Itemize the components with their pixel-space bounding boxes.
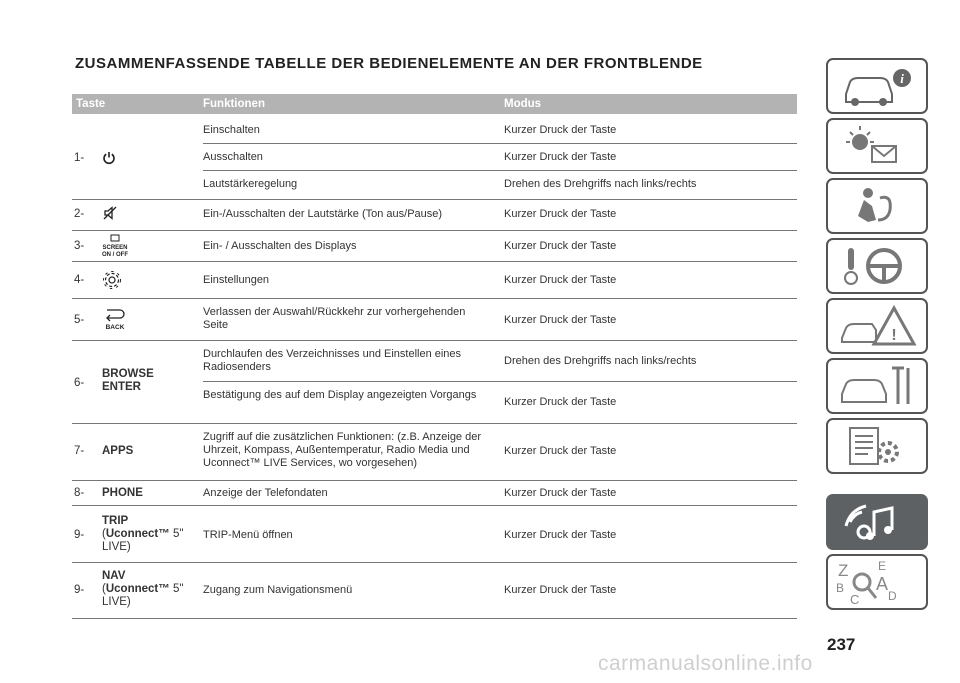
key-suffix: 5" LIVE) xyxy=(102,528,184,553)
row-number: 4- xyxy=(74,274,85,286)
mode-text: Kurzer Druck der Taste xyxy=(504,274,617,286)
function-text: Ein-/Ausschalten der Lautstärke (Ton aus/Pause) xyxy=(203,208,443,220)
mode-text: Kurzer Druck der Taste xyxy=(504,240,617,252)
page-title: ZUSAMMENFASSENDE TABELLE DER BEDIENELEMENTE AN DER FRONTBLENDE xyxy=(75,55,703,72)
function-text: Einschalten xyxy=(203,124,260,136)
multimedia-music-icon xyxy=(828,496,926,548)
table-row xyxy=(72,262,797,298)
paren-open: ( xyxy=(102,583,106,595)
mode-text: Kurzer Druck der Taste xyxy=(504,584,617,596)
table-row xyxy=(72,341,797,423)
function-text: Zugriff auf die zusätzlichen Funktionen: (z.B. Anzeige der Uhrzeit, Kompass, Außentemperatur, Radio Media und Uconnect™ LIVE Services, wo vorgesehen) xyxy=(203,431,482,469)
row-number: 9- xyxy=(74,529,85,541)
side-tab-maintenance[interactable] xyxy=(826,358,928,414)
svg-text:SCREEN: SCREEN xyxy=(102,245,128,251)
function-text: Durchlaufen des Verzeichnisses und Einstellen eines Radiosenders xyxy=(203,348,462,373)
mode-text: Kurzer Druck der Taste xyxy=(504,124,617,136)
side-tab-safety[interactable] xyxy=(826,178,928,234)
side-tab-index[interactable] xyxy=(826,554,928,610)
function-text: Anzeige der Telefondaten xyxy=(203,487,328,499)
apps-label: APPS xyxy=(102,445,134,457)
header-taste: Taste xyxy=(76,98,106,110)
row-number: 2- xyxy=(74,208,85,220)
power-icon xyxy=(102,151,116,168)
table-row xyxy=(72,231,797,261)
browse-enter-label: BROWSE ENTER xyxy=(102,368,154,393)
index-letter: B xyxy=(836,581,845,595)
row-number: 7- xyxy=(74,445,85,457)
header-funktionen: Funktionen xyxy=(203,98,265,110)
side-tab-starting-driving[interactable] xyxy=(826,238,928,294)
technical-data-gear-icon xyxy=(828,420,926,472)
warning-lights-message-icon xyxy=(828,120,926,172)
key-label xyxy=(102,368,172,394)
mode-text: Drehen des Drehgriffs nach links/rechts xyxy=(504,355,697,367)
mode-text: Kurzer Druck der Taste xyxy=(504,314,617,326)
key-label xyxy=(102,445,133,458)
index-letter: D xyxy=(888,589,897,603)
settings-gear-icon xyxy=(102,270,122,293)
index-letter: C xyxy=(850,592,860,607)
back-icon xyxy=(102,306,128,335)
paren-open: ( xyxy=(102,528,106,540)
watermark: carmanualsonline.info xyxy=(598,652,813,675)
table-row xyxy=(72,115,797,199)
sub-divider xyxy=(203,381,797,382)
mode-text: Kurzer Druck der Taste xyxy=(504,445,617,457)
mode-text: Kurzer Druck der Taste xyxy=(504,208,617,220)
mode-text: Drehen des Drehgriffs nach links/rechts xyxy=(504,178,697,190)
table-row xyxy=(72,563,797,618)
trip-label: TRIP xyxy=(102,515,129,527)
key-suffix: 5" LIVE) xyxy=(102,583,184,608)
uconnect-label: Uconnect™ xyxy=(105,528,170,540)
key-label xyxy=(102,515,192,554)
nav-label: NAV xyxy=(102,570,126,582)
key-steering-wheel-icon xyxy=(828,240,926,292)
row-number: 9- xyxy=(74,584,85,596)
side-tab-car-info[interactable] xyxy=(826,58,928,114)
car-maintenance-tools-icon xyxy=(828,360,926,412)
function-text: Verlassen der Auswahl/Rückkehr zur vorhergehenden Seite xyxy=(203,306,466,331)
function-text: TRIP-Menü öffnen xyxy=(203,529,293,541)
index-letter: Z xyxy=(838,561,849,580)
row-number: 5- xyxy=(74,314,85,326)
index-letter: E xyxy=(878,559,887,573)
table-row xyxy=(72,506,797,562)
side-tab-multimedia[interactable] xyxy=(826,494,928,550)
row-number: 1- xyxy=(74,152,85,164)
key-label xyxy=(102,570,192,609)
airbag-seat-icon xyxy=(828,180,926,232)
svg-text:i: i xyxy=(900,71,904,86)
side-tab-warning-lights[interactable] xyxy=(826,118,928,174)
svg-text:!: ! xyxy=(891,327,897,344)
accident-warning-triangle-icon xyxy=(828,300,926,352)
phone-label: PHONE xyxy=(102,487,143,499)
side-tab-technical-data[interactable] xyxy=(826,418,928,474)
mode-text: Kurzer Druck der Taste xyxy=(504,396,617,408)
function-text: Zugang zum Navigationsmenü xyxy=(203,584,353,596)
screen-on-off-icon xyxy=(102,234,128,261)
uconnect-label: Uconnect™ xyxy=(105,583,170,595)
table-row xyxy=(72,200,797,230)
mute-icon xyxy=(102,205,118,224)
row-divider xyxy=(72,618,797,619)
function-text: Ausschalten xyxy=(203,151,263,163)
table-row xyxy=(72,299,797,340)
alphabetical-index-icon xyxy=(828,556,926,608)
svg-text:ON / OFF: ON / OFF xyxy=(102,252,128,258)
side-tab-emergency[interactable] xyxy=(826,298,928,354)
row-number: 3- xyxy=(74,240,85,252)
function-text: Lautstärkeregelung xyxy=(203,178,298,190)
page-number: 237 xyxy=(827,635,856,654)
sub-divider xyxy=(203,143,797,144)
function-text: Ein- / Ausschalten des Displays xyxy=(203,240,357,252)
function-text: Bestätigung des auf dem Display angezeigten Vorgangs xyxy=(203,389,477,401)
table-header xyxy=(72,94,797,114)
car-info-icon xyxy=(828,60,926,112)
index-letter: A xyxy=(876,574,889,594)
svg-text:BACK: BACK xyxy=(105,324,125,331)
row-number: 8- xyxy=(74,487,85,499)
function-text: Einstellungen xyxy=(203,274,270,286)
row-number: 6- xyxy=(74,377,85,389)
mode-text: Kurzer Druck der Taste xyxy=(504,487,617,499)
key-label xyxy=(102,487,143,500)
table-row xyxy=(72,424,797,480)
table-row xyxy=(72,481,797,505)
mode-text: Kurzer Druck der Taste xyxy=(504,529,617,541)
sub-divider xyxy=(203,170,797,171)
header-modus: Modus xyxy=(504,98,542,110)
mode-text: Kurzer Druck der Taste xyxy=(504,151,617,163)
